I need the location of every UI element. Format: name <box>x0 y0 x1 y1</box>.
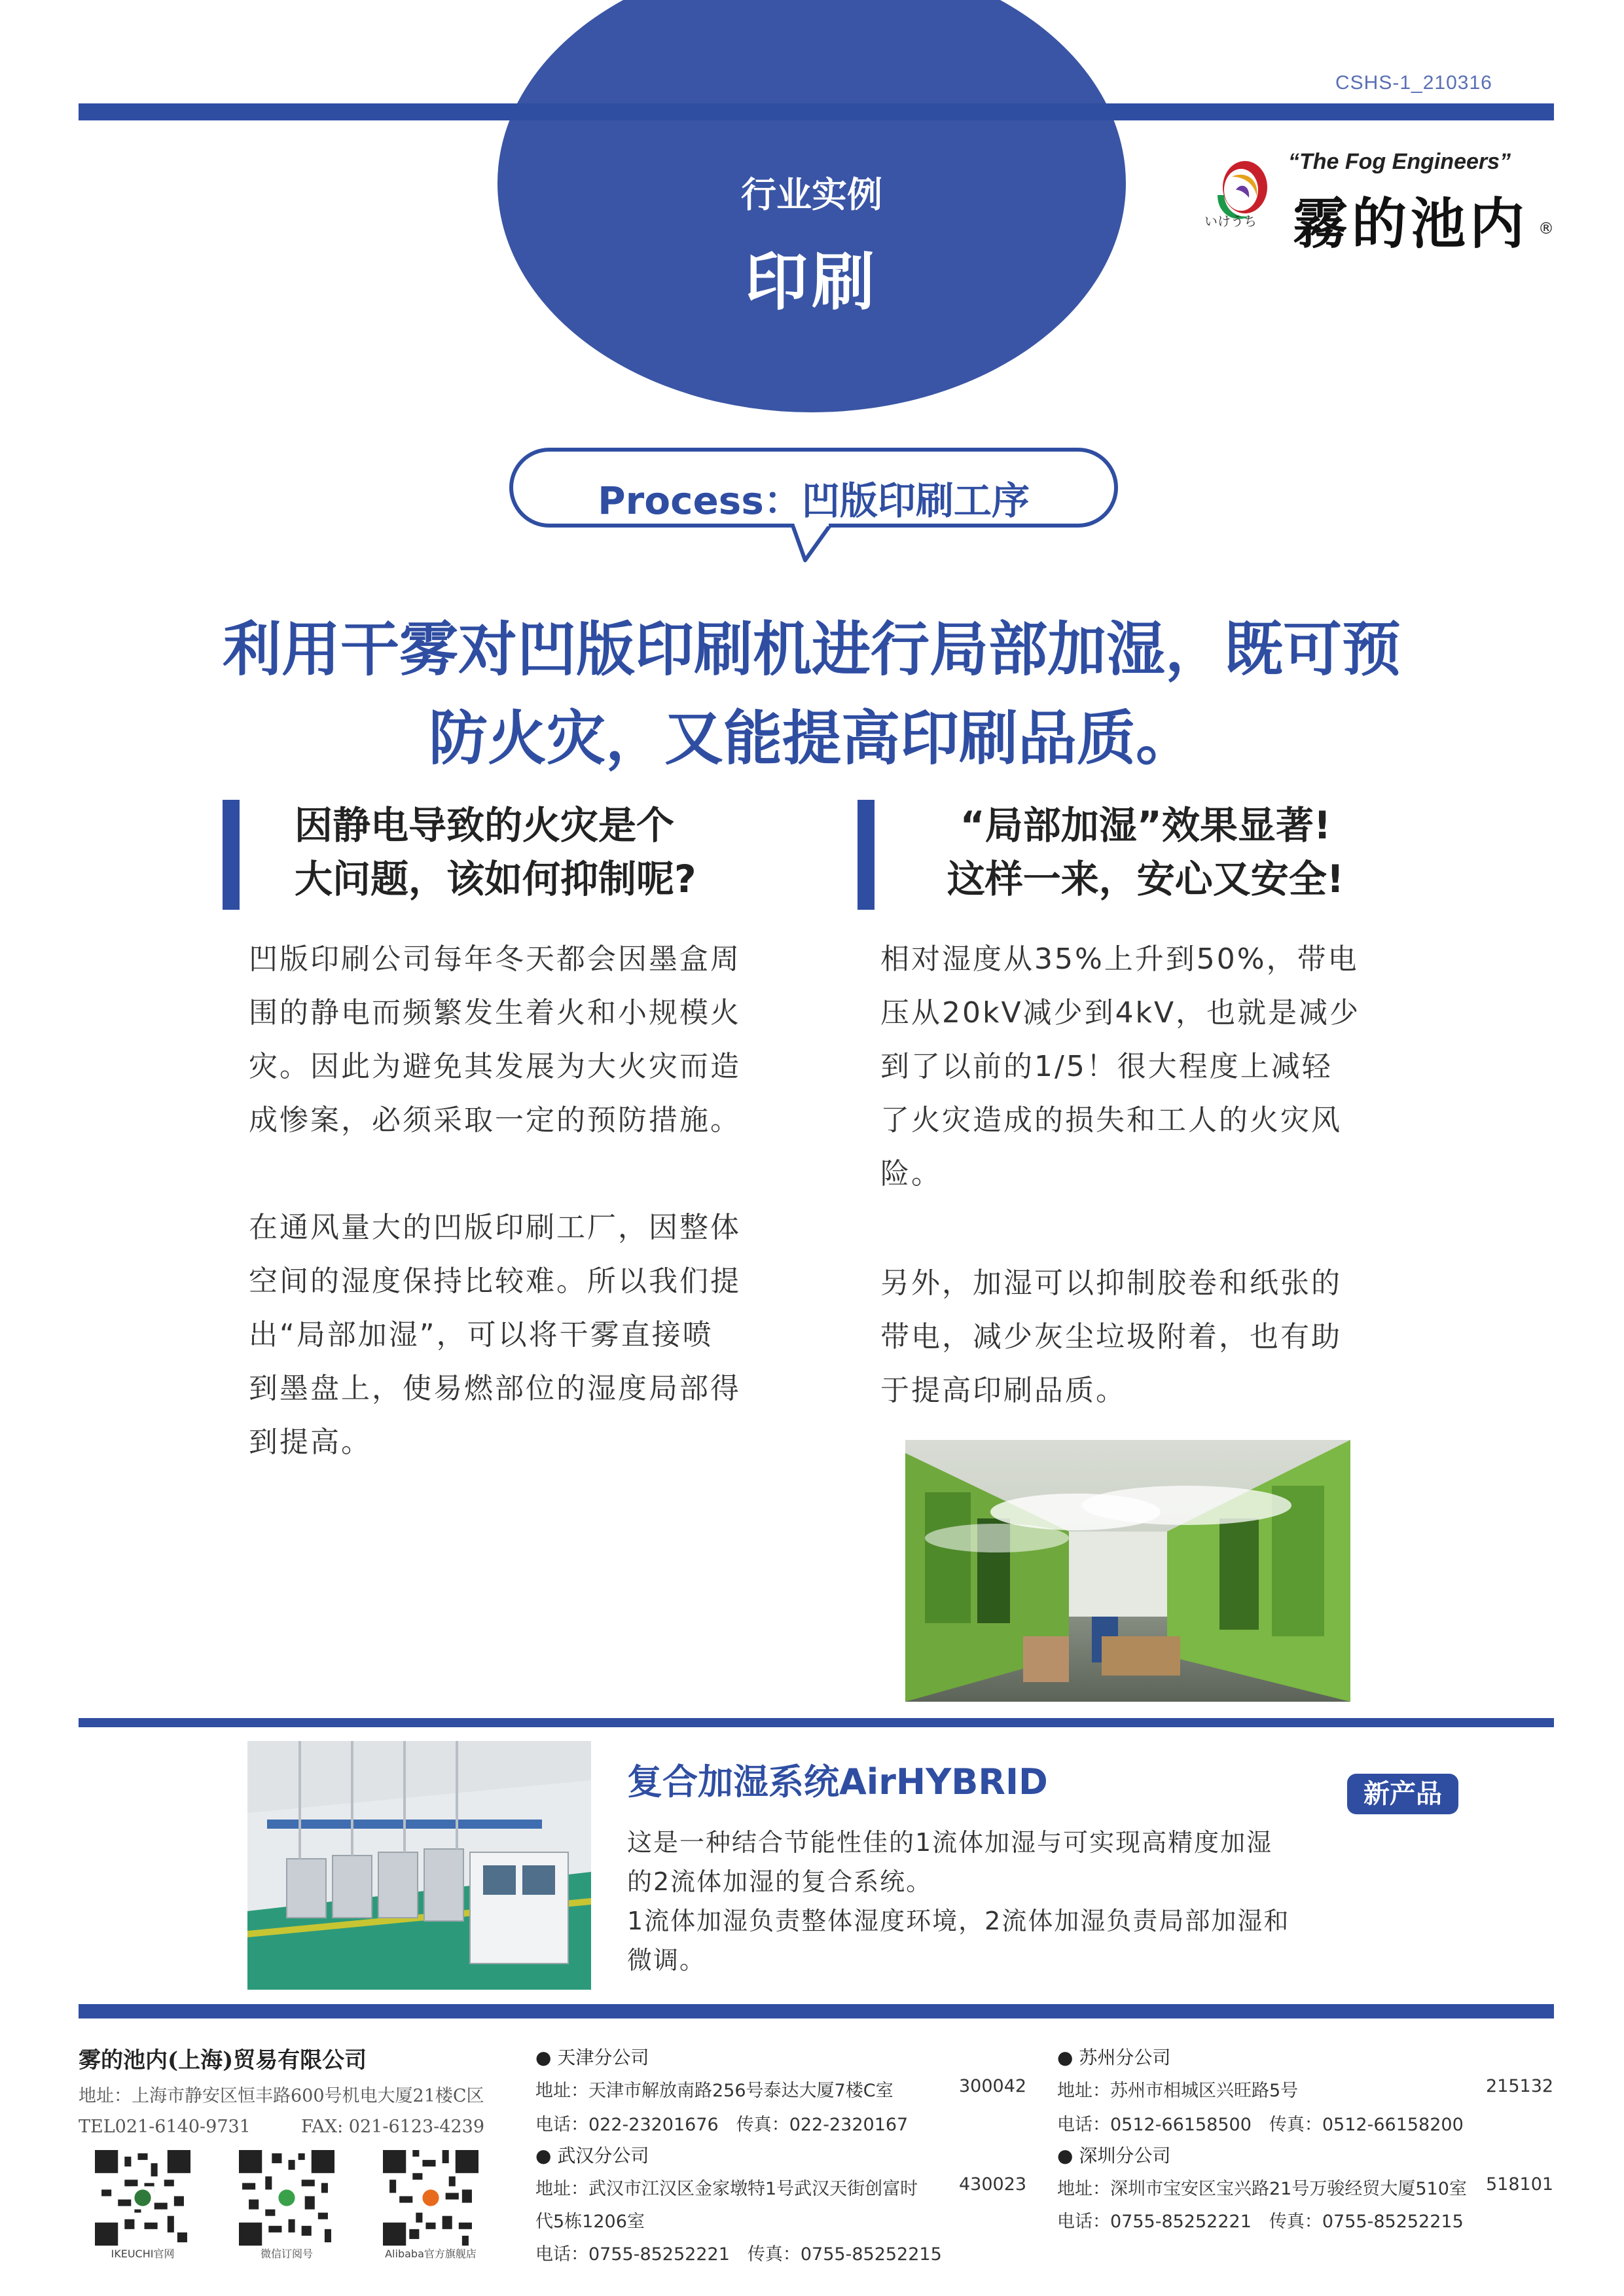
qr-caption: 微信订阅号 <box>260 2248 313 2260</box>
text-line: 到提高。 <box>249 1426 372 1459</box>
qr-code-icon <box>239 2150 334 2246</box>
new-product-badge: 新产品 <box>1347 1774 1458 1814</box>
text-line: 到了以前的1/5！很大程度上减轻 <box>880 1050 1333 1083</box>
branch-suzhou-name: ● 苏州分公司 <box>1057 2047 1171 2068</box>
text-line: 微调。 <box>627 1946 706 1975</box>
factory-photo-image <box>905 1440 1350 1702</box>
logo-tagline: “The Fog Engineers” <box>1288 149 1511 174</box>
left-section-title <box>295 798 696 906</box>
qr-code-icon <box>383 2150 478 2246</box>
left-paragraph-2 <box>249 1201 741 1469</box>
text-line: 空间的湿度保持比较难。所以我们提 <box>249 1265 741 1298</box>
right-title-line-1: “局部加湿”效果显著! <box>960 803 1331 848</box>
branch-suzhou-address: 地址：苏州市相城区兴旺路5号 <box>1057 2081 1299 2101</box>
company-address: 地址：上海市静安区恒丰路600号机电大厦21楼C区 <box>79 2086 484 2106</box>
right-paragraph-2 <box>880 1257 1342 1418</box>
qr-code-icon <box>95 2150 190 2246</box>
branch-tianjin-phone: 电话：022-23201676 传真：022-2320167 <box>535 2115 909 2135</box>
left-paragraph-1 <box>249 933 741 1147</box>
logo-registered-mark: ® <box>1538 219 1554 238</box>
headline-line-2: 防火灾，又能提高印刷品质。 <box>429 704 1195 773</box>
text-line: 到墨盘上，使易燃部位的湿度局部得 <box>249 1372 741 1405</box>
product-title: 复合加湿系统AirHYBRID <box>627 1761 1048 1803</box>
text-line: 了火灾造成的损失和工人的火灾风 <box>880 1103 1342 1137</box>
branch-shenzhen-name: ● 深圳分公司 <box>1057 2145 1171 2166</box>
text-line: 相对湿度从35%上升到50%，带电 <box>880 942 1359 976</box>
product-render-image <box>247 1741 591 1990</box>
headline <box>105 605 1519 783</box>
branch-label: 深圳分公司 <box>1079 2145 1171 2166</box>
hero-category: 行业实例 <box>741 174 882 215</box>
branch-shenzhen-phone: 电话：0755-85252221 传真：0755-85252215 <box>1057 2212 1464 2232</box>
branch-suzhou-phone: 电话：0512-66158500 传真：0512-66158200 <box>1057 2115 1464 2135</box>
right-section-title <box>910 798 1381 906</box>
branch-label: 苏州分公司 <box>1079 2047 1171 2068</box>
bubble-tail-icon <box>785 524 844 563</box>
hero-title: 印刷 <box>745 245 878 319</box>
qr-ikeuchi-site[interactable] <box>77 2150 208 2261</box>
right-paragraph-1 <box>880 933 1360 1201</box>
text-line: 压从20kV减少到4kV，也就是减少 <box>880 996 1361 1030</box>
branch-tianjin-zip: 300042 <box>959 2076 1027 2096</box>
right-section-accent <box>857 800 875 910</box>
text-line: 灾。因此为避免其发展为大火灾而造 <box>249 1050 741 1083</box>
airhybrid-product-render <box>247 1741 591 1990</box>
logo-kana: いけうち <box>1204 213 1257 229</box>
factory-fog-photo <box>905 1440 1350 1702</box>
branch-shenzhen-address: 地址：深圳市宝安区宝兴路21号万骏经贸大厦510室 <box>1057 2179 1467 2199</box>
left-title-line-2: 大问题，该如何抑制呢? <box>295 857 696 901</box>
middle-rule <box>79 1718 1554 1727</box>
product-description <box>627 1823 1334 1980</box>
text-line: 带电，减少灰尘垃圾附着，也有助 <box>880 1320 1342 1354</box>
headline-line-1: 利用干雾对凹版印刷机进行局部加湿，既可预 <box>223 615 1401 684</box>
branch-suzhou-zip: 215132 <box>1486 2076 1554 2096</box>
branch-wuhan-phone: 电话：0755-85252221 传真：0755-85252215 <box>535 2244 942 2265</box>
qr-caption: IKEUCHI官网 <box>111 2248 175 2260</box>
branch-wuhan-zip: 430023 <box>959 2174 1027 2195</box>
branch-wuhan-name: ● 武汉分公司 <box>535 2145 649 2166</box>
process-label: Process：凹版印刷工序 <box>598 478 1030 523</box>
text-line: 在通风量大的凹版印刷工厂，因整体 <box>249 1211 741 1244</box>
top-rule <box>79 103 1554 120</box>
text-line: 出“局部加湿”，可以将干雾直接喷 <box>249 1318 713 1352</box>
company-name: 雾的池内(上海)贸易有限公司 <box>79 2047 367 2073</box>
text-line: 围的静电而频繁发生着火和小规模火 <box>249 996 741 1030</box>
qr-caption: Alibaba官方旗舰店 <box>385 2248 477 2260</box>
branch-wuhan-address: 地址：武汉市江汉区金家墩特1号武汉天街创富时 <box>535 2179 918 2199</box>
text-line: 这是一种结合节能性佳的1流体加湿与可实现高精度加湿 <box>627 1828 1273 1857</box>
text-line: 于提高印刷品质。 <box>880 1374 1127 1407</box>
branch-tianjin-address: 地址：天津市解放南路256号泰达大厦7楼C室 <box>535 2081 893 2101</box>
bottom-rule <box>79 2004 1554 2018</box>
qr-wechat[interactable] <box>221 2150 352 2261</box>
branch-label: 天津分公司 <box>557 2047 649 2068</box>
qr-alibaba[interactable] <box>365 2150 496 2261</box>
document-code: CSHS-1_210316 <box>1335 72 1492 94</box>
text-line: 1流体加湿负责整体湿度环境，2流体加湿负责局部加湿和 <box>627 1907 1290 1935</box>
left-section-accent <box>223 800 240 910</box>
company-tel: TEL021-6140-9731 <box>79 2117 251 2137</box>
right-title-line-2: 这样一来，安心又安全! <box>947 857 1344 901</box>
branch-shenzhen-zip: 518101 <box>1486 2174 1554 2195</box>
branch-label: 武汉分公司 <box>557 2145 649 2166</box>
text-line: 凹版印刷公司每年冬天都会因墨盒周 <box>249 942 741 976</box>
company-fax: FAX: 021-6123-4239 <box>301 2117 484 2137</box>
text-line: 另外，加湿可以抑制胶卷和纸张的 <box>880 1266 1342 1300</box>
text-line: 险。 <box>880 1157 942 1191</box>
text-line: 成惨案，必须采取一定的预防措施。 <box>249 1103 741 1137</box>
left-title-line-1: 因静电导致的火灾是个 <box>295 803 675 848</box>
branch-tianjin-name: ● 天津分公司 <box>535 2047 649 2068</box>
logo-name: 霧的池内 <box>1293 191 1529 256</box>
branch-wuhan-address-2: 代5栋1206室 <box>535 2212 645 2232</box>
text-line: 的2流体加湿的复合系统。 <box>627 1867 933 1896</box>
